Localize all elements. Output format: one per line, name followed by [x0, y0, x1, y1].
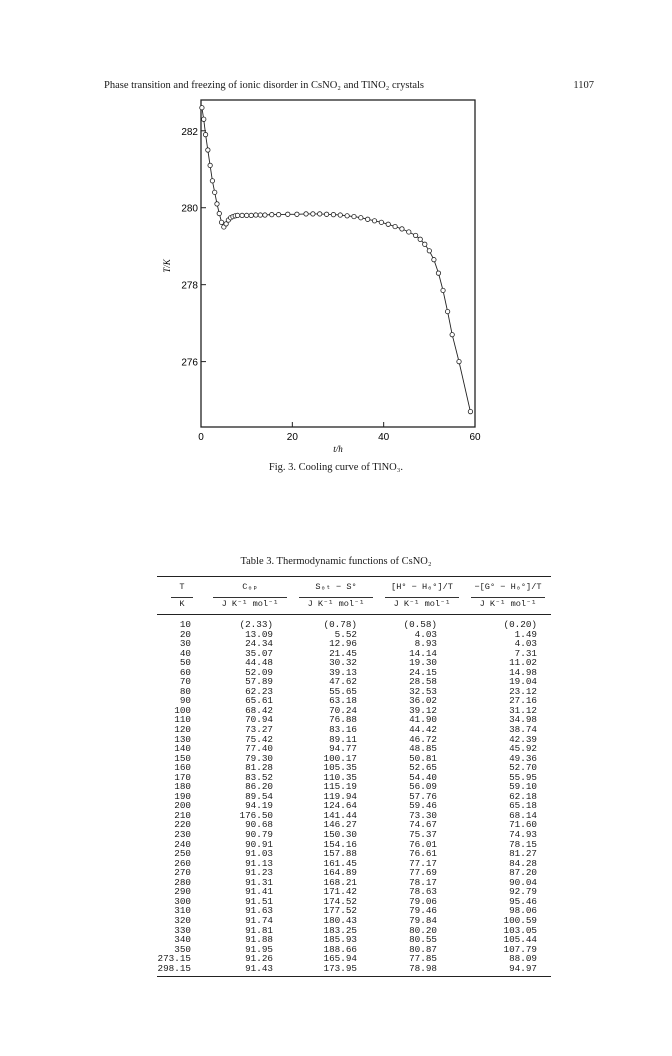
table-cell: 60 — [179, 666, 191, 678]
data-point — [263, 213, 267, 217]
table-cell: 86.20 — [245, 781, 273, 793]
table-cell: 68.14 — [509, 809, 537, 821]
table-cell: 89.54 — [245, 790, 273, 802]
table-cell: 154.16 — [323, 838, 357, 850]
table-cell: 30 — [179, 638, 191, 650]
table-bottom-rule — [157, 976, 551, 977]
table-cell: 68.42 — [245, 704, 273, 716]
table-cell: 100.17 — [323, 752, 357, 764]
table-cell: 94.19 — [245, 800, 273, 812]
table-cell: 79.30 — [245, 752, 273, 764]
table-cell: 84.28 — [509, 857, 537, 869]
table-cell: 92.79 — [509, 886, 537, 898]
table-cell: 52.70 — [509, 762, 537, 774]
data-point — [318, 212, 322, 216]
table-cell: 170 — [174, 771, 191, 783]
table-cell: 41.90 — [409, 714, 437, 726]
table-cell: 150.30 — [323, 829, 357, 841]
header-symbol: [H° − H₀°]/T — [391, 582, 453, 592]
table-cell: 146.27 — [323, 819, 357, 831]
table-cell: 160 — [174, 762, 191, 774]
header-unit: K — [171, 597, 193, 610]
y-tick-label: 278 — [181, 280, 198, 292]
cooling-curve-chart — [0, 0, 672, 480]
table-cell: 174.52 — [323, 895, 357, 907]
data-point — [436, 271, 440, 275]
table-cell: 90.04 — [509, 876, 537, 888]
data-point — [393, 224, 397, 228]
running-head-title: Phase transition and freezing of ionic disorder in CsNO₂ and TlNO₂ crystals — [104, 80, 425, 91]
table-cell: 171.42 — [323, 886, 357, 898]
header-unit: J K⁻¹ mol⁻¹ — [471, 597, 545, 610]
data-point — [286, 212, 290, 216]
figure-caption: Fig. 3. Cooling curve of TlNO₃. — [268, 462, 404, 473]
table-cell: 91.81 — [245, 924, 273, 936]
table-cell: 320 — [174, 914, 191, 926]
table-cell: 78.17 — [409, 876, 437, 888]
table-cell: 13.09 — [245, 628, 273, 640]
table-cell: 157.88 — [323, 848, 357, 860]
table-cell: 21.45 — [329, 647, 357, 659]
series-line — [202, 108, 471, 412]
table-cell: 76.88 — [329, 714, 357, 726]
table-cell: 70 — [179, 676, 191, 688]
data-point — [432, 257, 436, 261]
table-cell: 4.03 — [514, 638, 537, 650]
x-tick-label: 0 — [198, 432, 204, 443]
page-number: 1107 — [573, 80, 594, 91]
table-cell: 81.27 — [509, 848, 537, 860]
table-cell: 19.30 — [409, 657, 437, 669]
table-cell: 39.12 — [409, 704, 437, 716]
table-cell: 20 — [179, 628, 191, 640]
table-cell: 44.48 — [245, 657, 273, 669]
table-cell: 91.95 — [245, 943, 273, 955]
table-cell: 74.67 — [409, 819, 437, 831]
table-cell: 7.31 — [514, 647, 537, 659]
table-body — [157, 615, 551, 973]
table-cell: 83.16 — [329, 724, 357, 736]
table-cell: 290 — [174, 886, 191, 898]
table-cell: 91.13 — [245, 857, 273, 869]
table-cell: 36.02 — [409, 695, 437, 707]
x-tick-label: 20 — [286, 432, 298, 443]
x-tick-label: 40 — [378, 432, 390, 443]
table-cell: 105.35 — [323, 762, 357, 774]
data-point — [450, 332, 454, 336]
table-cell: 115.19 — [323, 781, 357, 793]
data-point — [407, 230, 411, 234]
table-row — [157, 964, 551, 974]
table-cell: 79.46 — [409, 905, 437, 917]
table-cell: 78.15 — [509, 838, 537, 850]
table-cell: 11.02 — [509, 657, 537, 669]
table-cell: 45.92 — [509, 743, 537, 755]
table-cell: 273.15 — [157, 953, 191, 965]
header-unit: J K⁻¹ mol⁻¹ — [299, 597, 373, 610]
table-cell: 164.89 — [323, 867, 357, 879]
table-cell: 91.74 — [245, 914, 273, 926]
data-point — [359, 216, 363, 220]
header-symbol: −[G° − H₀°]/T — [474, 582, 542, 592]
table-cell: 185.93 — [323, 934, 357, 946]
table-cell: 57.89 — [245, 676, 273, 688]
table-cell: 40 — [179, 647, 191, 659]
table-cell: 91.31 — [245, 876, 273, 888]
table-cell: 83.52 — [245, 771, 273, 783]
table-cell: 280 — [174, 876, 191, 888]
table-cell: 79.84 — [409, 914, 437, 926]
table-cell: 73.27 — [245, 724, 273, 736]
table-cell: (2.33) — [239, 619, 273, 630]
table-cell: 81.28 — [245, 762, 273, 774]
data-point — [210, 179, 214, 183]
table-cell: 120 — [174, 724, 191, 736]
table-cell: 75.42 — [245, 733, 273, 745]
table-cell: 173.95 — [323, 962, 357, 974]
y-axis-label: T/K — [162, 259, 172, 273]
table-cell: 140 — [174, 743, 191, 755]
data-point — [244, 213, 248, 217]
table-cell: 165.94 — [323, 953, 357, 965]
table-cell: 90.91 — [245, 838, 273, 850]
table-cell: 119.94 — [323, 790, 357, 802]
data-point — [249, 213, 253, 217]
table-cell: 78.63 — [409, 886, 437, 898]
table-cell: 70.94 — [245, 714, 273, 726]
x-tick-label: 60 — [469, 432, 481, 443]
header-symbol-row — [157, 581, 551, 594]
table-cell: 177.52 — [323, 905, 357, 917]
table-cell: 55.95 — [509, 771, 537, 783]
table-cell: 340 — [174, 934, 191, 946]
data-point — [276, 212, 280, 216]
table-cell: 91.26 — [245, 953, 273, 965]
table-cell: 59.46 — [409, 800, 437, 812]
table-cell: 91.51 — [245, 895, 273, 907]
table-cell: 14.14 — [409, 647, 437, 659]
data-point — [219, 220, 223, 224]
table-cell: 80.55 — [409, 934, 437, 946]
table-cell: 240 — [174, 838, 191, 850]
data-point — [235, 213, 239, 217]
y-tick-label: 276 — [181, 357, 198, 369]
table-cell: 79.06 — [409, 895, 437, 907]
table-cell: 30.32 — [329, 657, 357, 669]
table-cell: 1.49 — [514, 628, 537, 640]
table-cell: 38.74 — [509, 724, 537, 736]
header-symbol: C₀ₚ — [242, 582, 258, 592]
table-cell: 180 — [174, 781, 191, 793]
data-point — [372, 219, 376, 223]
table-cell: 52.65 — [409, 762, 437, 774]
table-cell: 77.69 — [409, 867, 437, 879]
data-point — [331, 212, 335, 216]
table-cell: 32.53 — [409, 685, 437, 697]
table-cell: 50.81 — [409, 752, 437, 764]
data-point — [468, 409, 472, 413]
table-cell: 63.18 — [329, 695, 357, 707]
table-cell: 87.20 — [509, 867, 537, 879]
table-cell: 91.23 — [245, 867, 273, 879]
data-point — [423, 242, 427, 246]
data-point — [270, 212, 274, 216]
table-cell: 210 — [174, 809, 191, 821]
table-cell: 47.62 — [329, 676, 357, 688]
table-cell: 150 — [174, 752, 191, 764]
table-cell: 110 — [174, 714, 191, 726]
table-cell: 103.05 — [503, 924, 537, 936]
table-cell: 91.63 — [245, 905, 273, 917]
table-cell: 98.06 — [509, 905, 537, 917]
y-tick-label: 282 — [181, 126, 198, 138]
table-cell: 39.13 — [329, 666, 357, 678]
table-cell: 65.18 — [509, 800, 537, 812]
data-point — [208, 163, 212, 167]
table-cell: 77.17 — [409, 857, 437, 869]
data-point — [213, 190, 217, 194]
data-point — [418, 237, 422, 241]
y-tick-label: 280 — [181, 203, 198, 215]
table-cell: 27.16 — [509, 695, 537, 707]
table-cell: 298.15 — [157, 962, 191, 974]
data-point — [254, 213, 258, 217]
table-cell: 80 — [179, 685, 191, 697]
data-point — [413, 233, 417, 237]
data-point — [352, 214, 356, 218]
table-cell: 77.40 — [245, 743, 273, 755]
table-cell: 74.93 — [509, 829, 537, 841]
table-cell: 180.43 — [323, 914, 357, 926]
table-cell: 54.40 — [409, 771, 437, 783]
table-cell: 24.15 — [409, 666, 437, 678]
data-point — [441, 288, 445, 292]
table-cell: (0.58) — [403, 619, 437, 630]
table-cell: 91.88 — [245, 934, 273, 946]
data-point — [338, 213, 342, 217]
data-point — [400, 227, 404, 231]
table-cell: 76.61 — [409, 848, 437, 860]
data-point — [386, 222, 390, 226]
table-cell: 59.10 — [509, 781, 537, 793]
table-cell: 12.96 — [329, 638, 357, 650]
table-cell: 220 — [174, 819, 191, 831]
table-top-rule — [157, 576, 551, 577]
table-cell: 141.44 — [323, 809, 357, 821]
table-cell: 89.11 — [329, 733, 357, 745]
header-unit: J K⁻¹ mol⁻¹ — [385, 597, 459, 610]
data-point — [324, 212, 328, 216]
table-cell: 28.58 — [409, 676, 437, 688]
x-axis-label: t/h — [333, 444, 343, 454]
table-cell: 52.09 — [245, 666, 273, 678]
table-cell: (0.20) — [503, 619, 537, 630]
table-cell: 95.46 — [509, 895, 537, 907]
table-cell: 100 — [174, 704, 191, 716]
table-cell: 48.85 — [409, 743, 437, 755]
table-cell: 90.79 — [245, 829, 273, 841]
table-cell: 250 — [174, 848, 191, 860]
table-cell: 94.97 — [509, 962, 537, 974]
table-cell: 71.60 — [509, 819, 537, 831]
data-point — [203, 132, 207, 136]
table-cell: 80.87 — [409, 943, 437, 955]
data-point — [295, 212, 299, 216]
table-cell: 46.72 — [409, 733, 437, 745]
table-cell: 90.68 — [245, 819, 273, 831]
data-point — [200, 105, 204, 109]
table-cell: 76.01 — [409, 838, 437, 850]
table-cell: 8.93 — [414, 638, 437, 650]
table-cell: 188.66 — [323, 943, 357, 955]
table-cell: 105.44 — [503, 934, 537, 946]
table-cell: 14.98 — [509, 666, 537, 678]
table-cell: 23.12 — [509, 685, 537, 697]
table-cell: 270 — [174, 867, 191, 879]
table-cell: 62.18 — [509, 790, 537, 802]
table-cell: 124.64 — [323, 800, 357, 812]
table-cell: 4.03 — [414, 628, 437, 640]
data-point — [304, 212, 308, 216]
table-cell: 110.35 — [323, 771, 357, 783]
table-cell: 78.98 — [409, 962, 437, 974]
header-unit-row — [157, 597, 551, 610]
table-cell: 183.25 — [323, 924, 357, 936]
data-point — [206, 148, 210, 152]
table-cell: 42.39 — [509, 733, 537, 745]
table-cell: 19.04 — [509, 676, 537, 688]
data-point — [215, 202, 219, 206]
table-cell: 31.12 — [509, 704, 537, 716]
table-cell: 88.09 — [509, 953, 537, 965]
table-cell: 90 — [179, 695, 191, 707]
table-cell: 330 — [174, 924, 191, 936]
table-cell: 77.85 — [409, 953, 437, 965]
table-cell: 300 — [174, 895, 191, 907]
data-point — [427, 249, 431, 253]
table-cell: 350 — [174, 943, 191, 955]
table-cell: 168.21 — [323, 876, 357, 888]
table-cell: 100.59 — [503, 914, 537, 926]
table-cell: 5.52 — [334, 628, 357, 640]
thermo-table — [157, 576, 551, 977]
table-cell: 10 — [179, 619, 191, 630]
plot-frame — [201, 100, 475, 427]
table-cell: 65.61 — [245, 695, 273, 707]
table-cell: 190 — [174, 790, 191, 802]
table-cell: 44.42 — [409, 724, 437, 736]
table-cell: 94.77 — [329, 743, 357, 755]
data-point — [445, 309, 449, 313]
data-point — [311, 212, 315, 216]
table-cell: 34.98 — [509, 714, 537, 726]
table-cell: 230 — [174, 829, 191, 841]
table-cell: 24.34 — [245, 638, 273, 650]
table-cell: 176.50 — [239, 809, 273, 821]
table-cell: 260 — [174, 857, 191, 869]
data-point — [202, 117, 206, 121]
data-point — [345, 214, 349, 218]
data-point — [240, 213, 244, 217]
header-symbol: T — [179, 582, 185, 592]
table-cell: 56.09 — [409, 781, 437, 793]
table-cell: 73.30 — [409, 809, 437, 821]
table-cell: 161.45 — [323, 857, 357, 869]
table-cell: 200 — [174, 800, 191, 812]
table-caption: Table 3. Thermodynamic functions of CsNO₂ — [240, 556, 432, 567]
header-symbol: S₀ₜ − S° — [315, 582, 357, 592]
table-cell: 35.07 — [245, 647, 273, 659]
table-cell: 91.41 — [245, 886, 273, 898]
header-unit: J K⁻¹ mol⁻¹ — [213, 597, 287, 610]
table-cell: 49.36 — [509, 752, 537, 764]
table-cell: 310 — [174, 905, 191, 917]
data-point — [258, 213, 262, 217]
table-cell: 80.20 — [409, 924, 437, 936]
data-point — [217, 211, 221, 215]
table-cell: (0.78) — [323, 619, 357, 630]
table-cell: 62.23 — [245, 685, 273, 697]
table-cell: 55.65 — [329, 685, 357, 697]
data-point — [379, 220, 383, 224]
data-point — [457, 359, 461, 363]
table-cell: 70.24 — [329, 704, 357, 716]
data-point — [365, 217, 369, 221]
table-cell: 107.79 — [503, 943, 537, 955]
table-cell: 57.76 — [409, 790, 437, 802]
table-cell: 91.03 — [245, 848, 273, 860]
table-cell: 50 — [179, 657, 191, 669]
table-cell: 130 — [174, 733, 191, 745]
table-cell: 91.43 — [245, 962, 273, 974]
table-cell: 75.37 — [409, 829, 437, 841]
